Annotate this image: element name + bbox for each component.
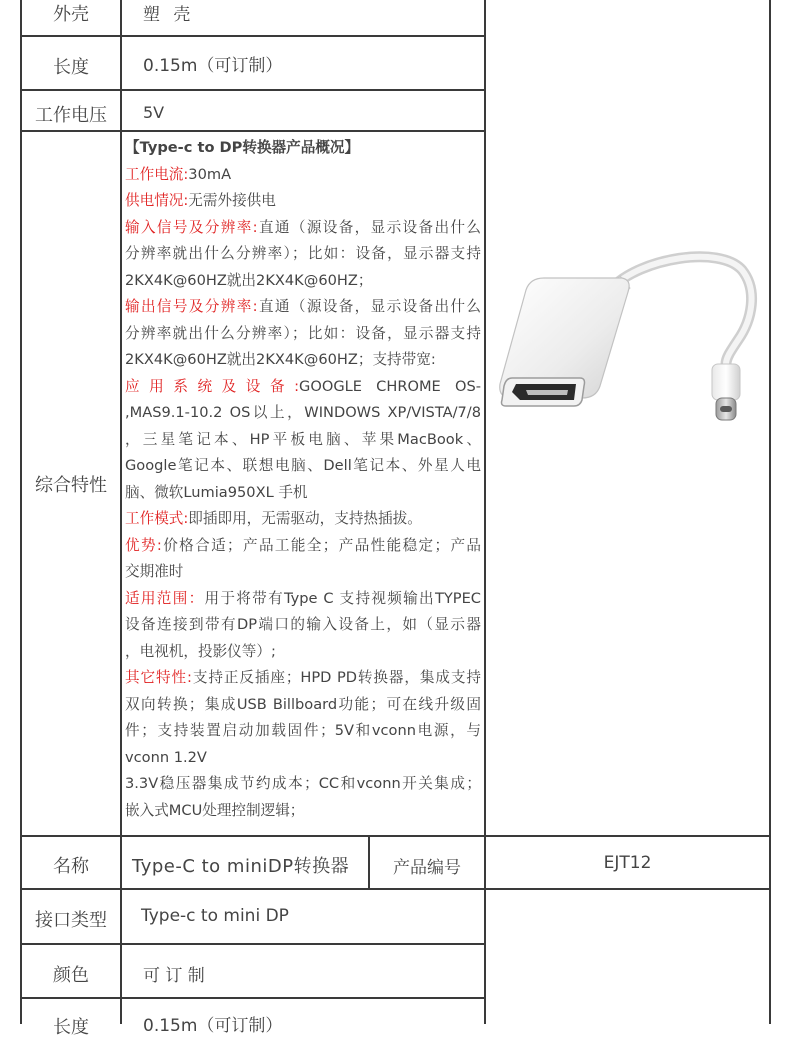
desc-line-current: 工作电流:30mA xyxy=(125,165,232,183)
desc-line-adv-2: 交期准时 xyxy=(125,563,184,580)
row-label-interface: 接口类型 xyxy=(35,910,107,931)
table1-image-divider xyxy=(484,0,486,837)
desc-line-app-2: ,MAS9.1-10.2 OS以上，WINDOWS XP/VISTA/7/8 xyxy=(125,404,481,421)
row-label-name: 名称 xyxy=(53,856,89,877)
row-label-length-2: 长度 xyxy=(53,1017,89,1038)
row-label-voltage: 工作电压 xyxy=(35,105,107,126)
desc-line-other-2: 双向转换；集成USB Billboard功能；可在线升级固 xyxy=(125,695,481,713)
type-c-plug xyxy=(712,364,740,400)
row-label-code: 产品编号 xyxy=(393,858,461,878)
row-label-color: 颜色 xyxy=(53,965,89,986)
table2-row-line xyxy=(20,888,771,890)
table1-row-line xyxy=(20,130,486,132)
desc-line-scope-2: 设备连接到带有DP端口的输入设备上，如（显示器 xyxy=(125,616,481,633)
desc-line-supply: 供电情况:无需外接供电 xyxy=(125,192,276,209)
desc-line-input-2: 分辨率就出什么分辨率）；比如：设备，显示器支持 xyxy=(125,245,481,262)
desc-line-scope-3: ，电视机，投影仪等）; xyxy=(125,642,276,660)
desc-line-input-3: 2KX4K@60HZ就出2KX4K@60HZ； xyxy=(125,271,373,289)
table1-row-line xyxy=(20,35,486,37)
desc-line-other-6: 嵌入式MCU处理控制逻辑； xyxy=(125,801,305,819)
desc-line-app-5: 脑、微软Lumia950XL 手机 xyxy=(125,483,308,501)
table2-row-line xyxy=(20,943,486,945)
desc-line-adv-1: 优势:价格合适；产品工能全；产品性能稳定；产品 xyxy=(125,536,481,554)
table1-row-line xyxy=(20,89,486,91)
row-value-interface: Type-c to mini DP xyxy=(141,906,289,926)
desc-line-other-1: 其它特性:支持正反插座；HPD PD转换器，集成支持 xyxy=(125,669,481,686)
row-value-name: Type-C to miniDP转换器 xyxy=(132,856,350,877)
desc-line-mode: 工作模式:即插即用，无需驱动，支持热插拔。 xyxy=(125,510,422,527)
desc-line-other-5: 3.3V稳压器集成节约成本；CC和vconn开关集成； xyxy=(125,775,481,792)
features-description xyxy=(125,135,481,824)
table1-bottom-line xyxy=(20,835,771,837)
desc-line-app-1: 应用系统及设备:GOOGLE CHROME OS- xyxy=(125,377,481,395)
desc-line-other-4: vconn 1.2V xyxy=(125,748,207,766)
row-label-shell: 外壳 xyxy=(53,4,89,25)
description-heading: 【Type-c to DP转换器产品概况】 xyxy=(125,139,360,156)
row-value-voltage: 5V xyxy=(143,103,165,122)
table1-right-border xyxy=(769,0,771,837)
desc-line-app-3: ，三星笔记本、HP平板电脑、苹果MacBook、 xyxy=(125,430,481,448)
desc-line-input-1: 输入信号及分辨率:直通（源设备，显示设备出什么 xyxy=(125,218,481,236)
table2-label-divider xyxy=(120,835,122,1024)
row-value-length-2: 0.15m（可订制） xyxy=(143,1016,283,1036)
row-value-code: EJT12 xyxy=(603,853,652,873)
product-image xyxy=(490,240,766,430)
row-value-shell: 塑 壳 xyxy=(143,5,195,25)
desc-line-output-3: 2KX4K@60HZ就出2KX4K@60HZ；支持带宽: xyxy=(125,351,436,368)
desc-line-output-1: 输出信号及分辨率:直通（源设备，显示设备出什么 xyxy=(125,298,481,315)
row-value-length: 0.15m（可订制） xyxy=(143,56,283,76)
table2-row-line xyxy=(20,997,486,999)
table1-label-divider xyxy=(120,0,122,837)
table2-right-border xyxy=(769,835,771,1024)
desc-line-other-3: 件；支持装置启动加载固件；5V和vconn电源，与 xyxy=(125,722,481,739)
row-value-color: 可 订 制 xyxy=(143,966,205,986)
desc-line-scope-1: 适用范围：用于将带有Type C 支持视频输出TYPEC xyxy=(125,589,481,607)
desc-line-app-4: Google笔记本、联想电脑、Dell笔记本、外星人电 xyxy=(125,457,481,474)
row-label-features: 综合特性 xyxy=(35,475,107,496)
desc-line-output-2: 分辨率就出什么分辨率）；比如：设备，显示器支持 xyxy=(125,324,481,342)
row-label-length: 长度 xyxy=(53,57,89,78)
